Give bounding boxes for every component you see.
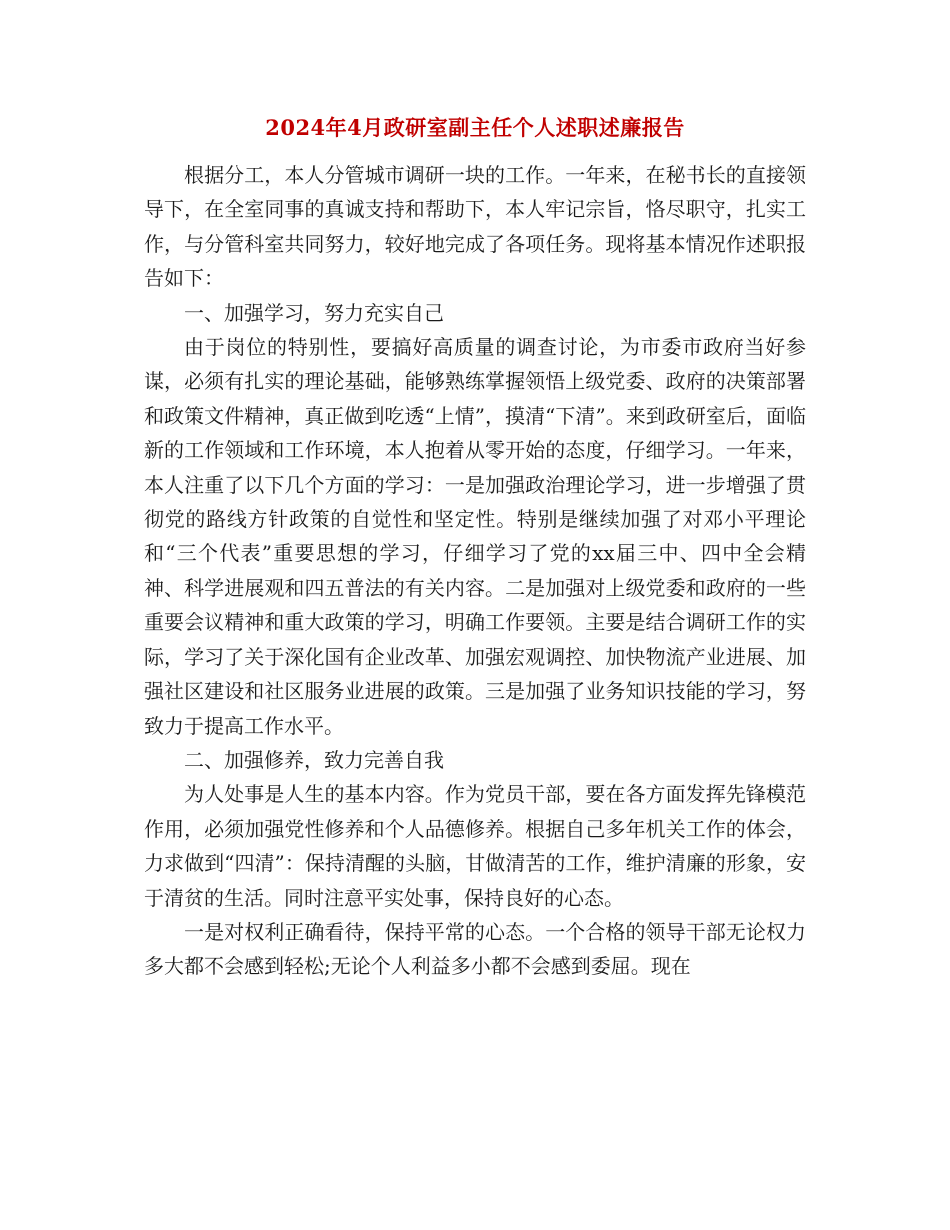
- section-heading-2: 二、加强修养，致力完善自我: [184, 747, 444, 772]
- section-heading-1: 一、加强学习，努力充实自己: [184, 300, 444, 325]
- paragraph-power: 一是对权利正确看待，保持平常的心态。一个合格的领导干部无论权力多大都不会感到轻松;无论个人利益多小都不会感到委屈。现在: [144, 919, 806, 979]
- paragraph-cultivation: 为人处事是人生的基本内容。作为党员干部，要在各方面发挥先锋模范作用，必须加强党性修养和个人品德修养。根据自己多年机关工作的体会，力求做到“四清”：保持清醒的头脑，甘做清苦的工作，维护清廉的形象，安于清贫的生活。同时注意平实处事，保持良好的心态。: [144, 782, 806, 910]
- document-body: [144, 158, 806, 984]
- paragraph-intro: 根据分工，本人分管城市调研一块的工作。一年来，在秘书长的直接领导下，在全室同事的真诚支持和帮助下，本人牢记宗旨，恪尽职守，扎实工作，与分管科室共同努力，较好地完成了各项任务。现将基本情况作述职报告如下：: [144, 163, 806, 291]
- document-title: 2024年4月政研室副主任个人述职述廉报告: [265, 115, 685, 140]
- paragraph-study: 由于岗位的特别性，要搞好高质量的调查讨论，为市委市政府当好参谋，必须有扎实的理论基础，能够熟练掌握领悟上级党委、政府的决策部署和政策文件精神，真正做到吃透“上情”，摸清“下清”。来到政研室后，面临新的工作领域和工作环境，本人抱着从零开始的态度，仔细学习。一年来，本人注重了以下几个方面的学习：一是加强政治理论学习，进一步增强了贯彻党的路线方针政策的自觉性和坚定性。特别是继续加强了对邓小平理论和“三个代表”重要思想的学习，仔细学习了党的xx届三中、四中全会精神、科学进展观和四五普法的有关内容。二是加强对上级党委和政府的一些重要会议精神和重大政策的学习，明确工作要领。主要是结合调研工作的实际，学习了关于深化国有企业改革、加强宏观调控、加快物流产业进展、加强社区建设和社区服务业进展的政策。三是加强了业务知识技能的学习，努致力于提高工作水平。: [144, 335, 806, 738]
